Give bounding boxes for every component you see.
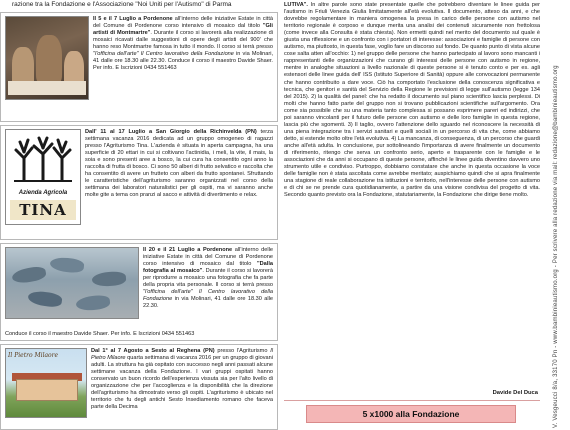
- article-text: in via Molinari, 41 dalle ore 18.30 alle 22.30. Conduce il corso il maestro Davide Shaer. Per info. E Iscrizioni 0434 551463: [93, 51, 273, 72]
- right-column: [282, 0, 542, 430]
- logo-name: TINA: [10, 200, 76, 220]
- right-article-body: [282, 0, 542, 396]
- vertical-side-caption: [547, 0, 570, 430]
- logo-subtitle: Azienda Agricola: [18, 190, 68, 196]
- article-heading: Dall' 11 al 17 Luglio a San Giorgio della Richinvelda (PN): [85, 129, 257, 135]
- article-text: all'interno delle iniziative Estate in città del Comune di Pordenone corso intensivo di mosaico dal titolo: [93, 16, 273, 30]
- article-credit: Conduce il corso il maestro Davide Shaer. Per info. E Iscrizioni 0434 551463: [5, 331, 195, 337]
- agriturismo-villa-photo: [5, 348, 87, 418]
- article-heading: Dal 1° al 7 Agosto a Sesto al Reghena (PN): [91, 348, 215, 354]
- course-title: "Dalla fotografia al mosaico": [143, 261, 273, 275]
- article-fotografia-mosaico: [0, 243, 278, 341]
- article-text: all'interno delle iniziative Estate in città del Comune di Pordenone corso intensivo di mosaico dal titolo: [143, 247, 273, 268]
- five-per-mille-banner: 5 x1000 alla Fondazione: [306, 405, 516, 423]
- trees-logo-icon: [12, 136, 74, 184]
- article-body: [1, 13, 277, 74]
- venue-name: "l'officina dell'arte" Il Centro lavorativo della Fondazione: [93, 51, 234, 58]
- azienda-agricola-tina-logo: [5, 129, 81, 225]
- divider: [284, 400, 540, 401]
- article-agriturismo-tina: [0, 125, 278, 240]
- article-text: . Durante il corso si lavorerà alla realizzazione di mosaici ricavati dalle suggestioni di opere degli artisti del 900' che hanno reso Montmartre famosa in tutto il mondo. Il corso si terrà presso: [93, 30, 273, 51]
- photo-label: Il Pietro Milaore: [8, 352, 59, 359]
- article-text: quarta settimana di vacanza 2016 per un gruppo di giovani adulti. La struttura ha già ospitato con successo negli anni passati alcune settimane vacanza della Fondazione. I vari gruppi ospitati hanno conservato un buon ricordo dell'esperienza vissuta sia per l'alto livello di organizzazione che per l'accoglienza e la disponibilità che la direzione dell'agriturismo ha dimostrato verso gli ospiti. L'agriturismo è ubicato nel territorio che fu degli antichi Sesto Insediamento romano che faceva parte della Decima: [91, 355, 273, 411]
- article-text: in via Molinari, 41 dalle ore 18.30 alle 22.30.: [143, 296, 273, 310]
- side-caption-text: V. Vesgeucci 8/a, 33170 Pn - www.bambinieautismo.org - Per scrivere alla redazione via mail: redazione@bambinieautismo.org: [553, 65, 559, 428]
- article-text: . Durante il corso si lavorerà per riprodurre a mosaico una fotografia che fa parte della propria vita personale. Il corso si terrà presso: [143, 268, 273, 289]
- right-article-text: In altre parole sono state presentate quelle che potrebbero diventare le linee guida per l'autismo in Friuli Venezia Giulia limitatamente all'età evolutiva. Il documento, atteso da anni, e che dovrebbe regolamentare in maniera omogenea la presa in carico delle persone con autismo nel territorio regionale è corposo e dunque merita una analisi dei contenuti sicuramente non frettolosa (come invece alla Consulta è stata chiesta). Non ermetti quindi nel merito del documento sul quale è giusta una riflessione e un confronto con i portatori di interesse: associazioni e famiglie di persone con autismo, ma piuttosto, in questa fase, voglio fare un discorso sul fondo. De quanto punto di vista alcune cose salta atten all'occhio: 1) nel gruppo delle persone che hanno partecipato al lavoro sono mancanti i rappresentanti delle organizzazioni che curano gli interessi delle persone con autismo in regione, mentre in analoghe situazioni a livello nazionale di queste persone si è tenuto conto e per es. agli estensori delle linee guida dell' ISS (Istituto Superiore di Sanità) oppure alle convocazioni permanente che hanno contribuito a dare voce. Ciò ha comportato l'esclusione della conoscenza significativa e tecnica, che genitori e sanità del Servizio della Regione le previsioni di legge sull'autismo (legge 134 del 2015). 2) la qualità del panel: che ha redatto il documento sul piano scientifico lascia perplessi. Di molti che hanno fatto parte del gruppo non si trovano pubblicazioni scientifiche sull'argomento. Ora come sia possibile che su una materia tanto complessa si possano esprimere pareri ed indirizzi, che poi saranno vincolanti per il futuro delle persone con autismo e delle loro famiglie in questa regione, lascia più che sgomenti. 3) Il taglio, ovvero l'attenzione dello sguardo nel riconoscere la necessità di una piena integrazione tra i servizi sanitari e quelli sociali in un percorso di vita che, come abbiamo detto, si estende molto oltre l'età evolutiva. 4) La mancanza, di conseguenza, di un percorso che guardi anche all'età adulta. In conclusione, pur sottolineando l'importanza di avere finalmente un documento di riferimento, ritengo che serva un confronto serio, aperto e trasparente con le famiglie e le associazioni che da anni si occupano di queste persone, affinché le linee guida diventino davvero uno strumento utile e condiviso. Purtroppo, dobbiamo constatare che anche in questa occasione la voce delle famiglie non è stata ascoltata come avrebbe meritato; auspichiamo quindi che si apra finalmente una stagione di reale collaborazione tra istituzioni e territorio, nell'interesse delle persone con autismo e di chi se ne prende cura quotidianamente, a partire da una visione condivisa del progetto di vita. Secondo quanto previsto ora la Fondazione, statutariamente, la Fondazione che dirige tiene molto.: [284, 2, 540, 199]
- previous-article-tail: [0, 0, 270, 10]
- article-body: [1, 126, 277, 219]
- right-article-heading: LUTIVA".: [284, 2, 308, 8]
- article-body: [1, 345, 277, 413]
- mosaic-workshop-photo: [5, 16, 89, 100]
- mosaic-fish-photo: [5, 247, 139, 319]
- article-heading: Il 20 e il 21 Luglio a Pordenone: [143, 247, 233, 253]
- article-text: presso l'Agriturismo: [214, 348, 271, 354]
- article-heading: Il 5 e il 7 Luglio a Pordenone: [93, 16, 173, 22]
- article-body: [1, 244, 277, 312]
- article-montmartre: [0, 12, 278, 122]
- agriturismo-name: Il Pietro Milaore: [91, 348, 273, 362]
- left-column: [0, 12, 278, 430]
- article-text: terza settimana vacanza 2016 dedicata ad un gruppo omogeneo di ragazzi presso l'Agriturismo Tina. L'azienda è situata in aperta campagna, ha una superficie di 20 ettari in cui si coltivano l'actinidia, i meli, la vite, il mais, la soia e sono presenti aree a bosco, la cui cura ha consentito ogni anno la raccolta di frutta di bosco. Ci sono 50 alberi di frutto selvatico e raccolta che ha consentito di avere un frutteto con alberi da frutto spontanei. Sfruttando le caratteristiche dell'agriturismo saranno organizzati nel corso della settimana dei laboratori naturalistici per gli ospiti, ma vi saranno anche molte gite a tema con pranzi al sacco e attività di divertimento e relax.: [85, 129, 273, 199]
- previous-article-text: razione tra la Fondazione e l'Associazione "Noi Uniti per l'Autismo" di Parma: [12, 1, 232, 8]
- author-signature: Davide Del Duca: [492, 390, 538, 396]
- course-title: "Gli artisti di Montmartre": [93, 23, 273, 37]
- article-sesto-al-reghena: [0, 344, 278, 430]
- venue-name: "l'officina dell'arte" Il Centro lavorativo della Fondazione: [143, 289, 273, 303]
